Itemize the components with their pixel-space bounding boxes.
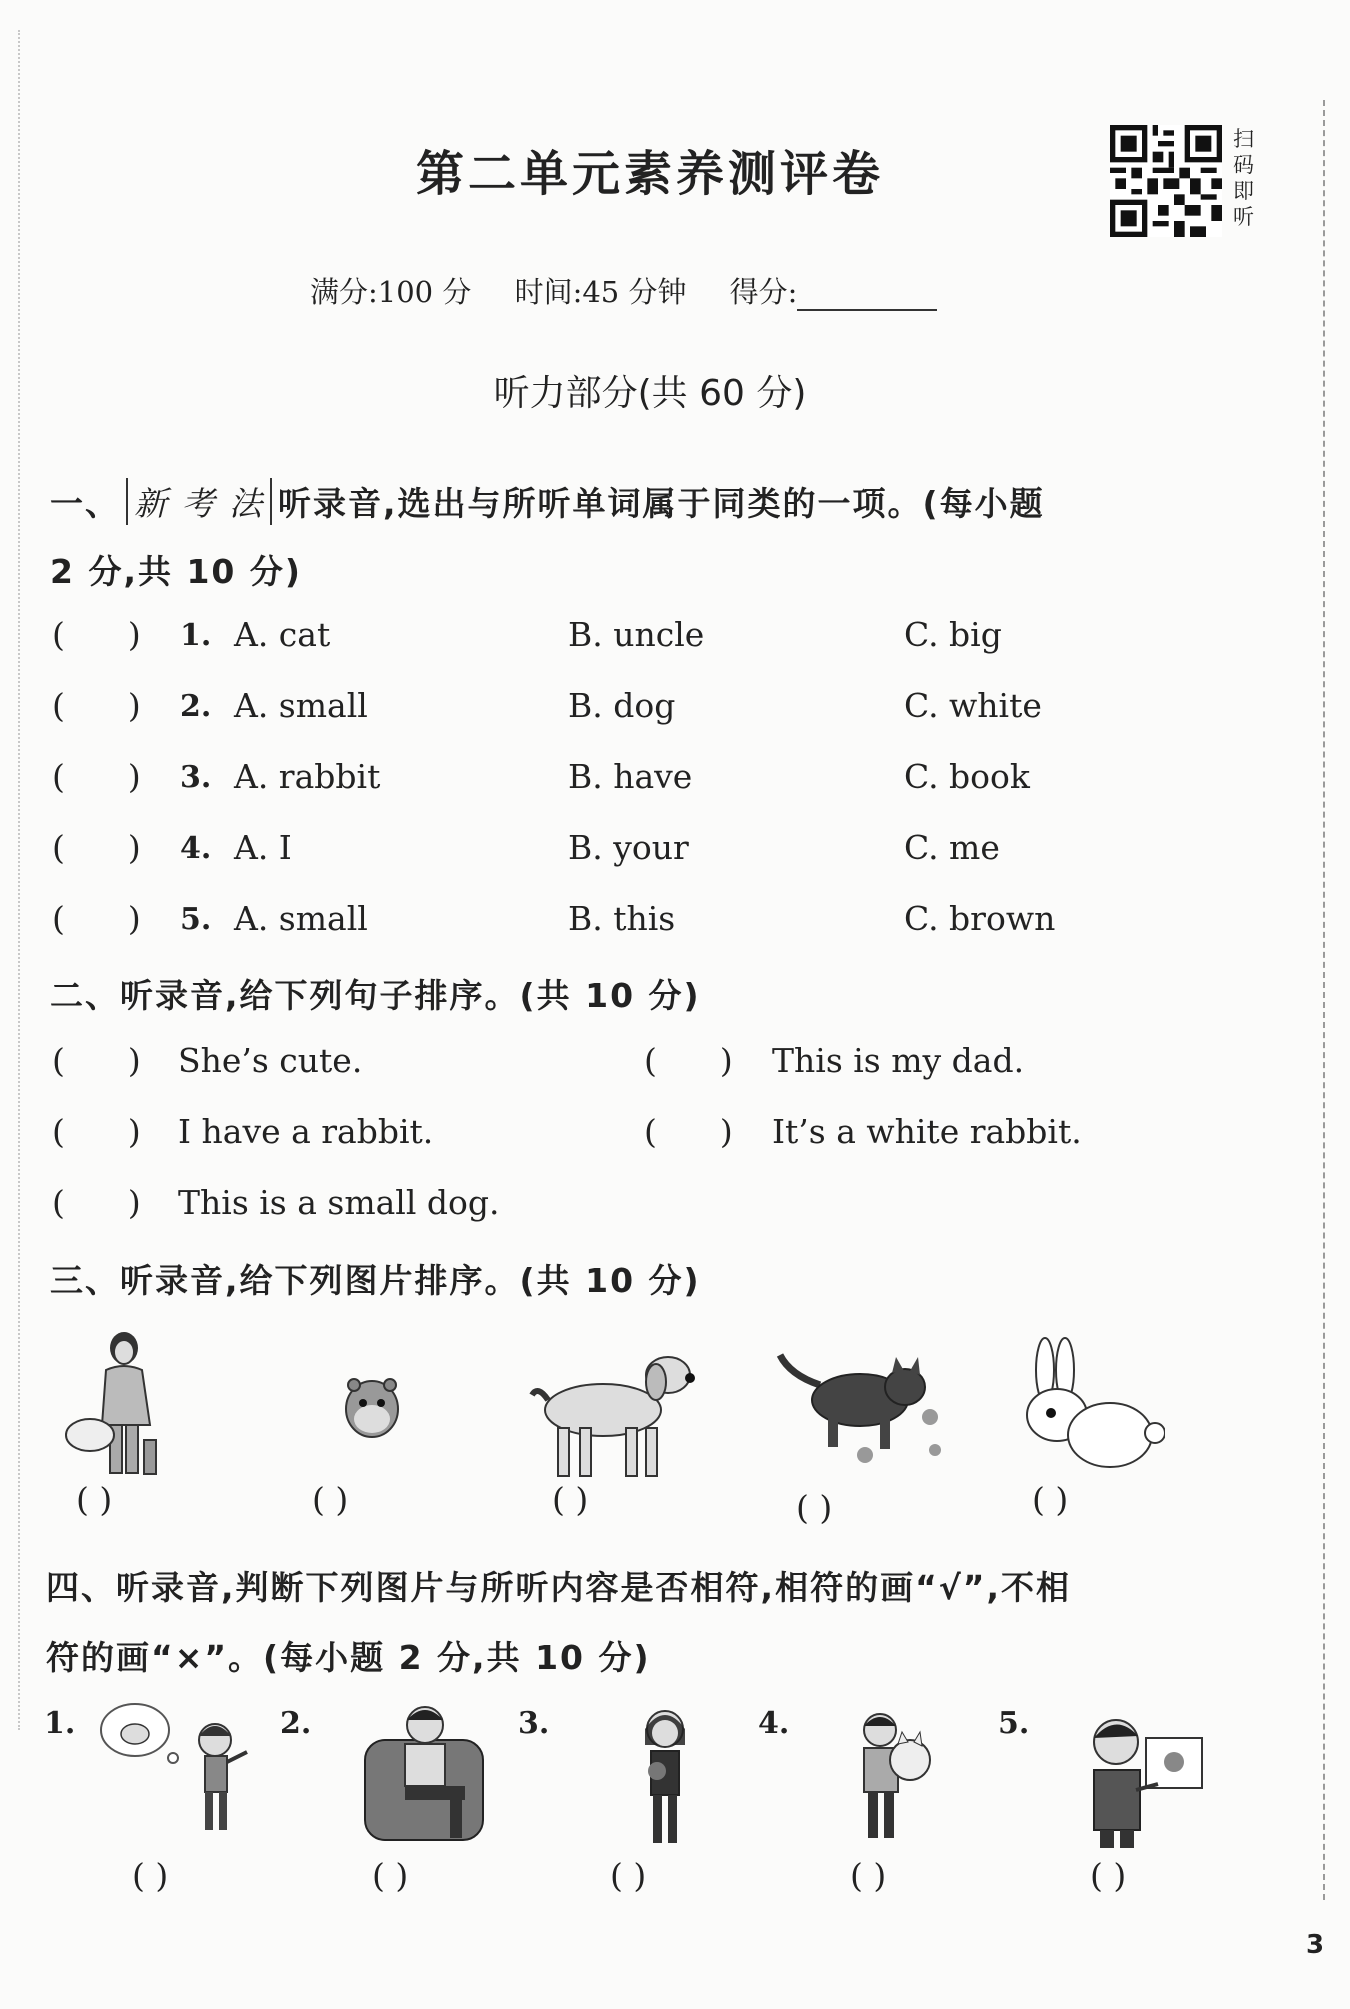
option-a: A. small [234, 899, 368, 938]
answer-blank[interactable]: ( ) [850, 1856, 887, 1895]
section4-title-cont: 符的画“×”。(每小题 2 分,共 10 分) [46, 1638, 651, 1677]
answer-blank[interactable]: ( ) [52, 899, 141, 938]
cat-picture [770, 1345, 950, 1465]
sentence: It’s a white rabbit. [772, 1112, 1082, 1151]
sentence: This is my dad. [772, 1041, 1025, 1080]
full-score: 满分:100 分 [310, 275, 472, 309]
answer-blank[interactable]: ( ) [796, 1488, 833, 1527]
new-method-tag: 新 考 法 [126, 478, 272, 525]
boy-showing-picture [1080, 1712, 1205, 1852]
option-a: A. small [234, 686, 368, 725]
score-blank[interactable] [797, 287, 937, 311]
option-c: C. me [904, 828, 1000, 867]
score-info [310, 270, 971, 311]
option-c: C. brown [904, 899, 1056, 938]
section3-title: 三、听录音,给下列图片排序。(共 10 分) [50, 1261, 701, 1300]
option-a: A. cat [234, 615, 331, 654]
option-a: A. rabbit [234, 757, 381, 796]
answer-blank[interactable]: ( ) [644, 1112, 733, 1151]
answer-blank[interactable]: ( ) [552, 1480, 589, 1519]
option-a: A. I [234, 828, 292, 867]
answer-blank[interactable]: ( ) [52, 1041, 141, 1080]
answer-blank[interactable]: ( ) [76, 1480, 113, 1519]
binding-dotted-line [18, 30, 20, 1730]
part-title: 听力部分(共 60 分) [493, 373, 807, 414]
list-item [52, 615, 180, 654]
time-limit: 时间:45 分钟 [514, 275, 687, 309]
answer-blank[interactable]: ( ) [1090, 1856, 1127, 1895]
boy-with-cat-picture [848, 1708, 938, 1848]
page-number: 3 [1306, 1930, 1325, 1960]
answer-blank[interactable]: ( ) [52, 1112, 141, 1151]
answer-blank[interactable]: ( ) [644, 1041, 733, 1080]
rabbit-picture [1015, 1335, 1165, 1475]
answer-blank[interactable]: ( ) [312, 1480, 349, 1519]
option-b: B. dog [568, 686, 676, 725]
option-b: B. this [568, 899, 676, 938]
section4-title: 四、听录音,判断下列图片与所听内容是否相符,相符的画“√”,不相 [46, 1568, 1071, 1607]
answer-blank[interactable]: ( ) [52, 1183, 141, 1222]
section1-title: 一、 新 考 法 听录音,选出与所听单词属于同类的一项。(每小题 [50, 478, 1045, 525]
hamster-picture [342, 1375, 402, 1440]
answer-blank[interactable]: ( ) [610, 1856, 647, 1895]
answer-blank[interactable]: ( ) [52, 828, 141, 867]
option-c: C. white [904, 686, 1042, 725]
answer-blank[interactable]: ( ) [1032, 1480, 1069, 1519]
option-b: B. your [568, 828, 689, 867]
qr-code-icon [1110, 125, 1222, 237]
section1-title-cont: 2 分,共 10 分) [50, 552, 302, 591]
answer-blank[interactable]: ( ) [132, 1856, 169, 1895]
sentence: This is a small dog. [178, 1183, 500, 1222]
option-b: B. uncle [568, 615, 705, 654]
answer-blank[interactable]: ( ) [52, 686, 141, 725]
dog-picture [528, 1340, 698, 1480]
option-b: B. have [568, 757, 693, 796]
section2-title: 二、听录音,给下列句子排序。(共 10 分) [50, 976, 701, 1015]
cut-dashed-line [1323, 100, 1325, 1900]
woman-with-bag-picture [62, 1330, 182, 1480]
girl-with-toy-picture [625, 1705, 705, 1855]
girl-thinking-rabbit-picture [95, 1700, 265, 1840]
option-c: C. big [904, 615, 1002, 654]
sentence: I have a rabbit. [178, 1112, 434, 1151]
qr-caption: 扫 码 即 听 [1233, 127, 1254, 229]
page-title: 第二单元素养测评卷 [415, 146, 884, 202]
answer-blank[interactable]: ( ) [372, 1856, 409, 1895]
answer-blank[interactable]: ( ) [52, 615, 141, 654]
boy-in-armchair-picture [360, 1700, 490, 1850]
sentence: She’s cute. [178, 1041, 363, 1080]
answer-blank[interactable]: ( ) [52, 757, 141, 796]
option-c: C. book [904, 757, 1030, 796]
score-label: 得分: [729, 275, 798, 309]
